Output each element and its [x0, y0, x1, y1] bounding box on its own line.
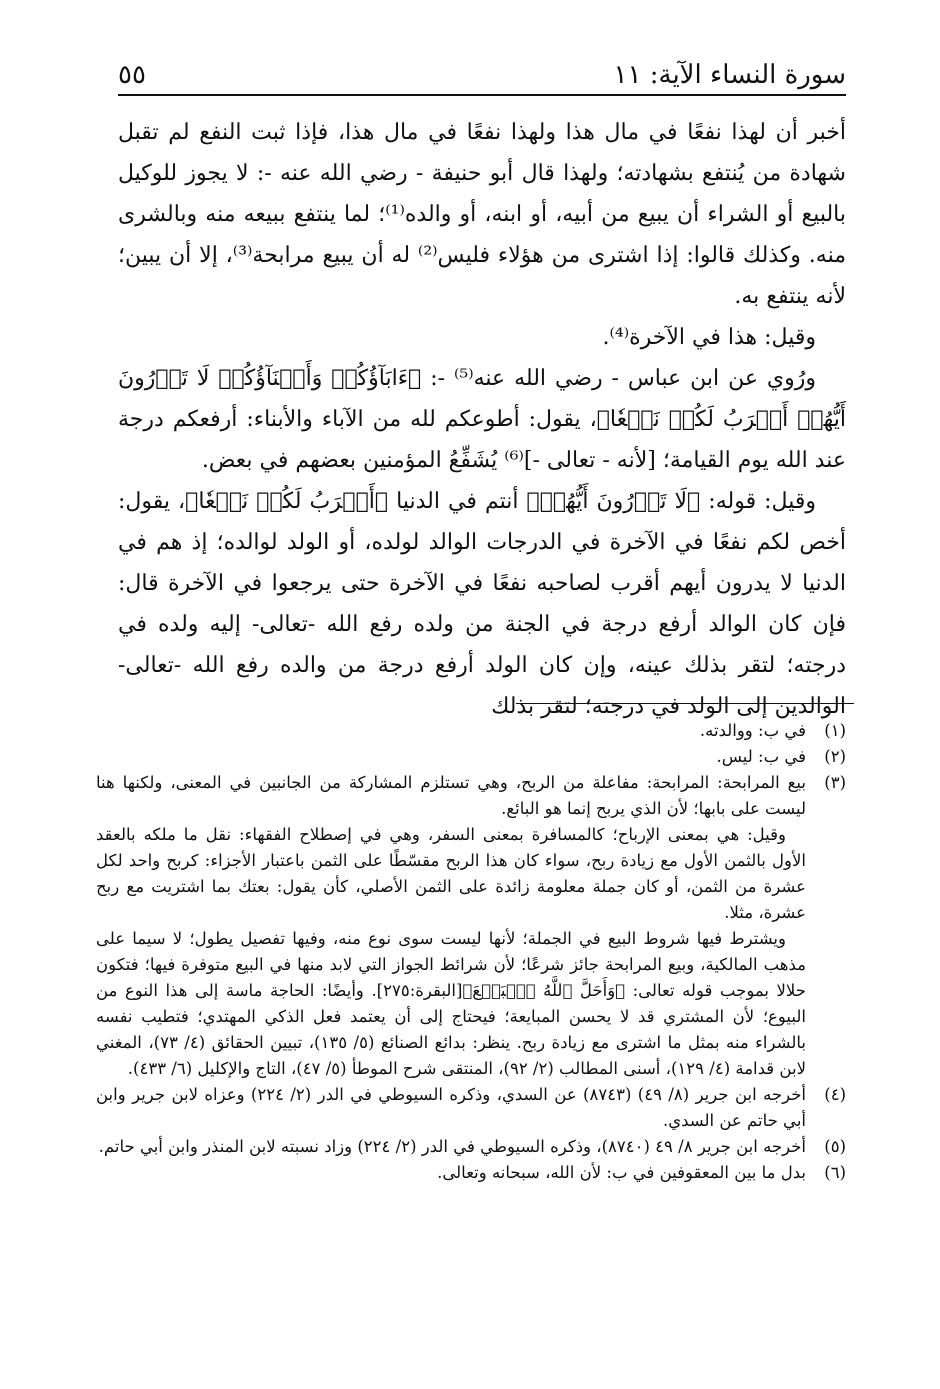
footnote-text	[96, 1160, 806, 1186]
footnote-text	[96, 744, 806, 770]
footnote-text	[96, 1082, 806, 1134]
footnote-number: (٤)	[824, 1085, 846, 1104]
footnote-paragraph: أخرجه ابن جرير (٨/ ٤٩) (٨٧٤٣) عن السدي، وذكره السيوطي في الدر (٢/ ٢٢٤) وعزاه لابن جرير وابن أبي حاتم عن السدي.	[96, 1085, 807, 1130]
footnote-number: (٥)	[824, 1137, 846, 1156]
footnotes	[96, 718, 846, 1186]
footnote-paragraph: أخرجه ابن جرير ٨/ ٤٩ (٨٧٤٠)، وذكره السيوطي في الدر (٢/ ٢٢٤) وزاد نسبته لابن المنذر وابن أبي حاتم.	[98, 1137, 806, 1156]
footnote-separator	[516, 703, 854, 704]
footnote-text	[96, 718, 806, 744]
footnote	[96, 1082, 846, 1134]
footnote-number: (٣)	[824, 773, 846, 792]
footnote-number: (١)	[824, 721, 846, 740]
footnote-paragraph: ويشترط فيها شروط البيع في الجملة؛ لأنها ليست سوى نوع منه، وفيها تفصيل يطول؛ لا سيما على مذهب المالكية، وبيع المرابحة جائز شرعًا؛ لأن شرائط الجواز التي لابد منها في البيع متوفرة فيها؛ فتكون حلالا بموجب قوله تعالى: ﴿وَأَحَلَّ ٱللَّهُ ٱلۡبَيۡعَ﴾[البقرة:٢٧٥]. وأيضًا: الحاجة ماسة إلى هذا النوع من البيوع؛ لأن المشتري قد لا يحسن المبايعة؛ فيحتاج إلى أن يعتمد فعل الذكي المهتدي؛ فتطيب نفسه بالشراء منه بمثل ما اشترى مع زيادة ربح. ينظر: بدائع الصنائع (٥/ ١٣٥)، تبيين الحقائق (٤/ ٧٣)، المغني لابن قدامة (٤/ ١٢٩)، أسنى المطالب (٢/ ٩٢)، المنتقى شرح الموطأ (٥/ ٤٧)، التاج والإكليل (٦/ ٤٣٣).	[96, 929, 806, 1078]
footnote-paragraph: في ب: ليس.	[716, 747, 806, 766]
footnote-paragraph: بيع المرابحة: المرابحة: مفاعلة من الربح، وهي تستلزم المشاركة من الجانبين في المعنى، ولكنها هنا ليست على بابها؛ لأن الذي يربح إنما هو البائع.	[96, 773, 806, 818]
footnote-text	[96, 770, 806, 1082]
footnote	[96, 770, 846, 1082]
page-number: ٥٥	[118, 60, 146, 90]
footnote-text	[96, 1134, 806, 1160]
footnote-paragraph: في ب: ووالدته.	[699, 721, 806, 740]
footnote	[96, 1134, 846, 1160]
footnote	[96, 718, 846, 744]
main-text	[118, 112, 846, 727]
surah-title: سورة النساء الآية: ١١	[613, 60, 846, 90]
footnote	[96, 744, 846, 770]
footnote-number: (٦)	[824, 1163, 846, 1182]
running-header	[118, 58, 846, 96]
body-paragraph: ورُوي عن ابن عباس - رضي الله عنه⁽⁵⁾ -: ﴿ءَابَآؤُكُمۡ وَأَبۡنَآؤُكُمۡ لَا تَدۡرُونَ أَيُّهُمۡ أَقۡرَبُ لَكُمۡ نَفۡعٗا﴾، يقول: أطوعكم لله من الآباء والأبناء: أرفعكم درجة عند الله يوم القيامة؛ [لأنه - تعالى -]⁽⁶⁾ يُشَفِّعُ المؤمنين بعضهم في بعض.	[118, 366, 846, 473]
body-paragraph: وقيل: هذا في الآخرة⁽⁴⁾.	[602, 325, 816, 350]
body-paragraph: أخبر أن لهذا نفعًا في مال هذا ولهذا نفعًا في مال هذا، فإذا ثبت النفع لم تقبل شهادة من يُنتفع بشهادته؛ ولهذا قال أبو حنيفة - رضي الله عنه -: لا يجوز للوكيل بالبيع أو الشراء أن يبيع من أبيه، أو ابنه، أو والده⁽¹⁾؛ لما ينتفع ببيعه منه وبالشرى منه. وكذلك قالوا: إذا اشترى من هؤلاء فليس⁽²⁾ له أن يبيع مرابحة⁽³⁾، إلا أن يبين؛ لأنه ينتفع به.	[118, 120, 847, 309]
footnote-paragraph: وقيل: هي بمعنى الإرباح؛ كالمسافرة بمعنى السفر، وهي في إصطلاح الفقهاء: نقل ما ملكه بالعقد الأول بالثمن الأول مع زيادة ربح، سواء كان هذا الربح مقسّطًا على الثمن باعتبار الأجزاء: كربح واحد لكل عشرة من الثمن، أو كان جملة معلومة زائدة على الثمن الأصلي، كأن يقول: بعتك بما اشتريت مع ربح عشرة، مثلا.	[96, 825, 806, 922]
footnote-paragraph: بدل ما بين المعقوفين في ب: لأن الله، سبحانه وتعالى.	[437, 1163, 806, 1182]
footnote-number: (٢)	[824, 747, 846, 766]
body-paragraph: وقيل: قوله: ﴿لَا تَدۡرُونَ أَيُّهُمۡ﴾ أنتم في الدنيا ﴿أَقۡرَبُ لَكُمۡ نَفۡعٗا﴾، يقول: أخص لكم نفعًا في الآخرة في الدرجات الوالد لولده، أو الولد لوالده؛ إذ هم في الدنيا لا يدرون أيهم أقرب لصاحبه نفعًا في الآخرة حتى يرجعوا في الآخرة قال: فإن كان الوالد أرفع درجة في الجنة من ولده رفع الله -تعالى- إليه ولده في درجته؛ لتقر بذلك عينه، وإن كان الولد أرفع درجة من والده رفع الله -تعالى- الوالدين إلى الولد في درجته؛ لتقر بذلك	[118, 489, 846, 719]
footnote	[96, 1160, 846, 1186]
